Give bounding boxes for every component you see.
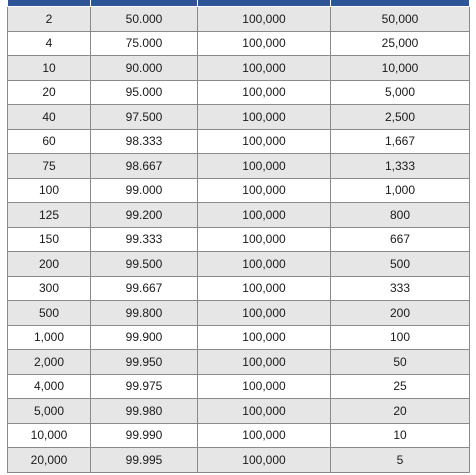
table-cell[interactable]: 5,000 xyxy=(8,399,91,424)
table-cell[interactable]: 99.995 xyxy=(91,448,198,473)
table-cell[interactable]: 10 xyxy=(331,423,470,448)
table-row xyxy=(8,325,470,350)
table-cell[interactable]: 100,000 xyxy=(198,203,331,228)
table-cell[interactable]: 100,000 xyxy=(198,301,331,326)
table-row xyxy=(8,252,470,277)
table-row xyxy=(8,56,470,81)
table-cell[interactable]: 75 xyxy=(8,154,91,179)
table-cell[interactable]: 100,000 xyxy=(198,448,331,473)
table-row xyxy=(8,374,470,399)
table-cell[interactable]: 99.800 xyxy=(91,301,198,326)
table-cell[interactable]: 4,000 xyxy=(8,374,91,399)
table-cell[interactable]: 100 xyxy=(331,325,470,350)
table-cell[interactable]: 50 xyxy=(331,350,470,375)
table-cell[interactable]: 1,000 xyxy=(331,178,470,203)
table-cell[interactable]: 99.975 xyxy=(91,374,198,399)
table-cell[interactable]: 100,000 xyxy=(198,399,331,424)
table-cell[interactable]: 75.000 xyxy=(91,31,198,56)
table-cell[interactable]: 500 xyxy=(331,252,470,277)
table-cell[interactable]: 100 xyxy=(8,178,91,203)
table-cell[interactable]: 98.333 xyxy=(91,129,198,154)
table-cell[interactable]: 200 xyxy=(331,301,470,326)
table-cell[interactable]: 99.950 xyxy=(91,350,198,375)
table-cell[interactable]: 200 xyxy=(8,252,91,277)
table-cell[interactable]: 333 xyxy=(331,276,470,301)
table-cell[interactable]: 667 xyxy=(331,227,470,252)
table-cell[interactable]: 1,333 xyxy=(331,154,470,179)
table-cell[interactable]: 100,000 xyxy=(198,374,331,399)
table-cell[interactable]: 100,000 xyxy=(198,105,331,130)
table-cell[interactable]: 100,000 xyxy=(198,56,331,81)
table-row xyxy=(8,448,470,473)
table-cell[interactable]: 60 xyxy=(8,129,91,154)
table-cell[interactable]: 99.000 xyxy=(91,178,198,203)
table-cell[interactable]: 99.200 xyxy=(91,203,198,228)
table-cell[interactable]: 1,000 xyxy=(8,325,91,350)
table-cell[interactable]: 100,000 xyxy=(198,154,331,179)
table-row xyxy=(8,350,470,375)
table-cell[interactable]: 300 xyxy=(8,276,91,301)
table-cell[interactable]: 97.500 xyxy=(91,105,198,130)
table-cell[interactable]: 10,000 xyxy=(8,423,91,448)
table-cell[interactable]: 20,000 xyxy=(8,448,91,473)
table-cell[interactable]: 50,000 xyxy=(331,7,470,32)
table-row xyxy=(8,31,470,56)
table-cell[interactable]: 2,000 xyxy=(8,350,91,375)
table-row xyxy=(8,227,470,252)
table-cell[interactable]: 800 xyxy=(331,203,470,228)
table-cell[interactable]: 99.900 xyxy=(91,325,198,350)
table-cell[interactable]: 100,000 xyxy=(198,129,331,154)
table-cell[interactable]: 5,000 xyxy=(331,80,470,105)
table-cell[interactable]: 100,000 xyxy=(198,227,331,252)
table-cell[interactable]: 98.667 xyxy=(91,154,198,179)
table-cell[interactable]: 100,000 xyxy=(198,252,331,277)
data-table xyxy=(7,0,470,473)
table-cell[interactable]: 2 xyxy=(8,7,91,32)
table-cell[interactable]: 25,000 xyxy=(331,31,470,56)
table-row xyxy=(8,399,470,424)
table-row xyxy=(8,203,470,228)
table-cell[interactable]: 99.667 xyxy=(91,276,198,301)
table-row xyxy=(8,276,470,301)
table-cell[interactable]: 100,000 xyxy=(198,7,331,32)
table-row xyxy=(8,301,470,326)
table-cell[interactable]: 99.500 xyxy=(91,252,198,277)
table-cell[interactable]: 99.990 xyxy=(91,423,198,448)
table-cell[interactable]: 25 xyxy=(331,374,470,399)
table-cell[interactable]: 100,000 xyxy=(198,350,331,375)
table-cell[interactable]: 100,000 xyxy=(198,423,331,448)
table-cell[interactable]: 95.000 xyxy=(91,80,198,105)
table-cell[interactable]: 4 xyxy=(8,31,91,56)
table-row xyxy=(8,7,470,32)
table-cell[interactable]: 100,000 xyxy=(198,31,331,56)
table-cell[interactable]: 1,667 xyxy=(331,129,470,154)
table-cell[interactable]: 20 xyxy=(331,399,470,424)
table-cell[interactable]: 2,500 xyxy=(331,105,470,130)
table-cell[interactable]: 99.980 xyxy=(91,399,198,424)
table-cell[interactable]: 10 xyxy=(8,56,91,81)
table-cell[interactable]: 40 xyxy=(8,105,91,130)
table-cell[interactable]: 50.000 xyxy=(91,7,198,32)
table-row xyxy=(8,80,470,105)
table-cell[interactable]: 5 xyxy=(331,448,470,473)
table-cell[interactable]: 20 xyxy=(8,80,91,105)
table-cell[interactable]: 500 xyxy=(8,301,91,326)
table-cell[interactable]: 10,000 xyxy=(331,56,470,81)
table-cell[interactable]: 100,000 xyxy=(198,276,331,301)
table-row xyxy=(8,129,470,154)
table-cell[interactable]: 150 xyxy=(8,227,91,252)
table-cell[interactable]: 100,000 xyxy=(198,178,331,203)
table-row xyxy=(8,154,470,179)
table-cell[interactable]: 125 xyxy=(8,203,91,228)
table-row xyxy=(8,105,470,130)
table-row xyxy=(8,423,470,448)
table-cell[interactable]: 90.000 xyxy=(91,56,198,81)
table-cell[interactable]: 100,000 xyxy=(198,80,331,105)
table-row xyxy=(8,178,470,203)
table-cell[interactable]: 100,000 xyxy=(198,325,331,350)
table-cell[interactable]: 99.333 xyxy=(91,227,198,252)
table-body xyxy=(8,7,470,473)
